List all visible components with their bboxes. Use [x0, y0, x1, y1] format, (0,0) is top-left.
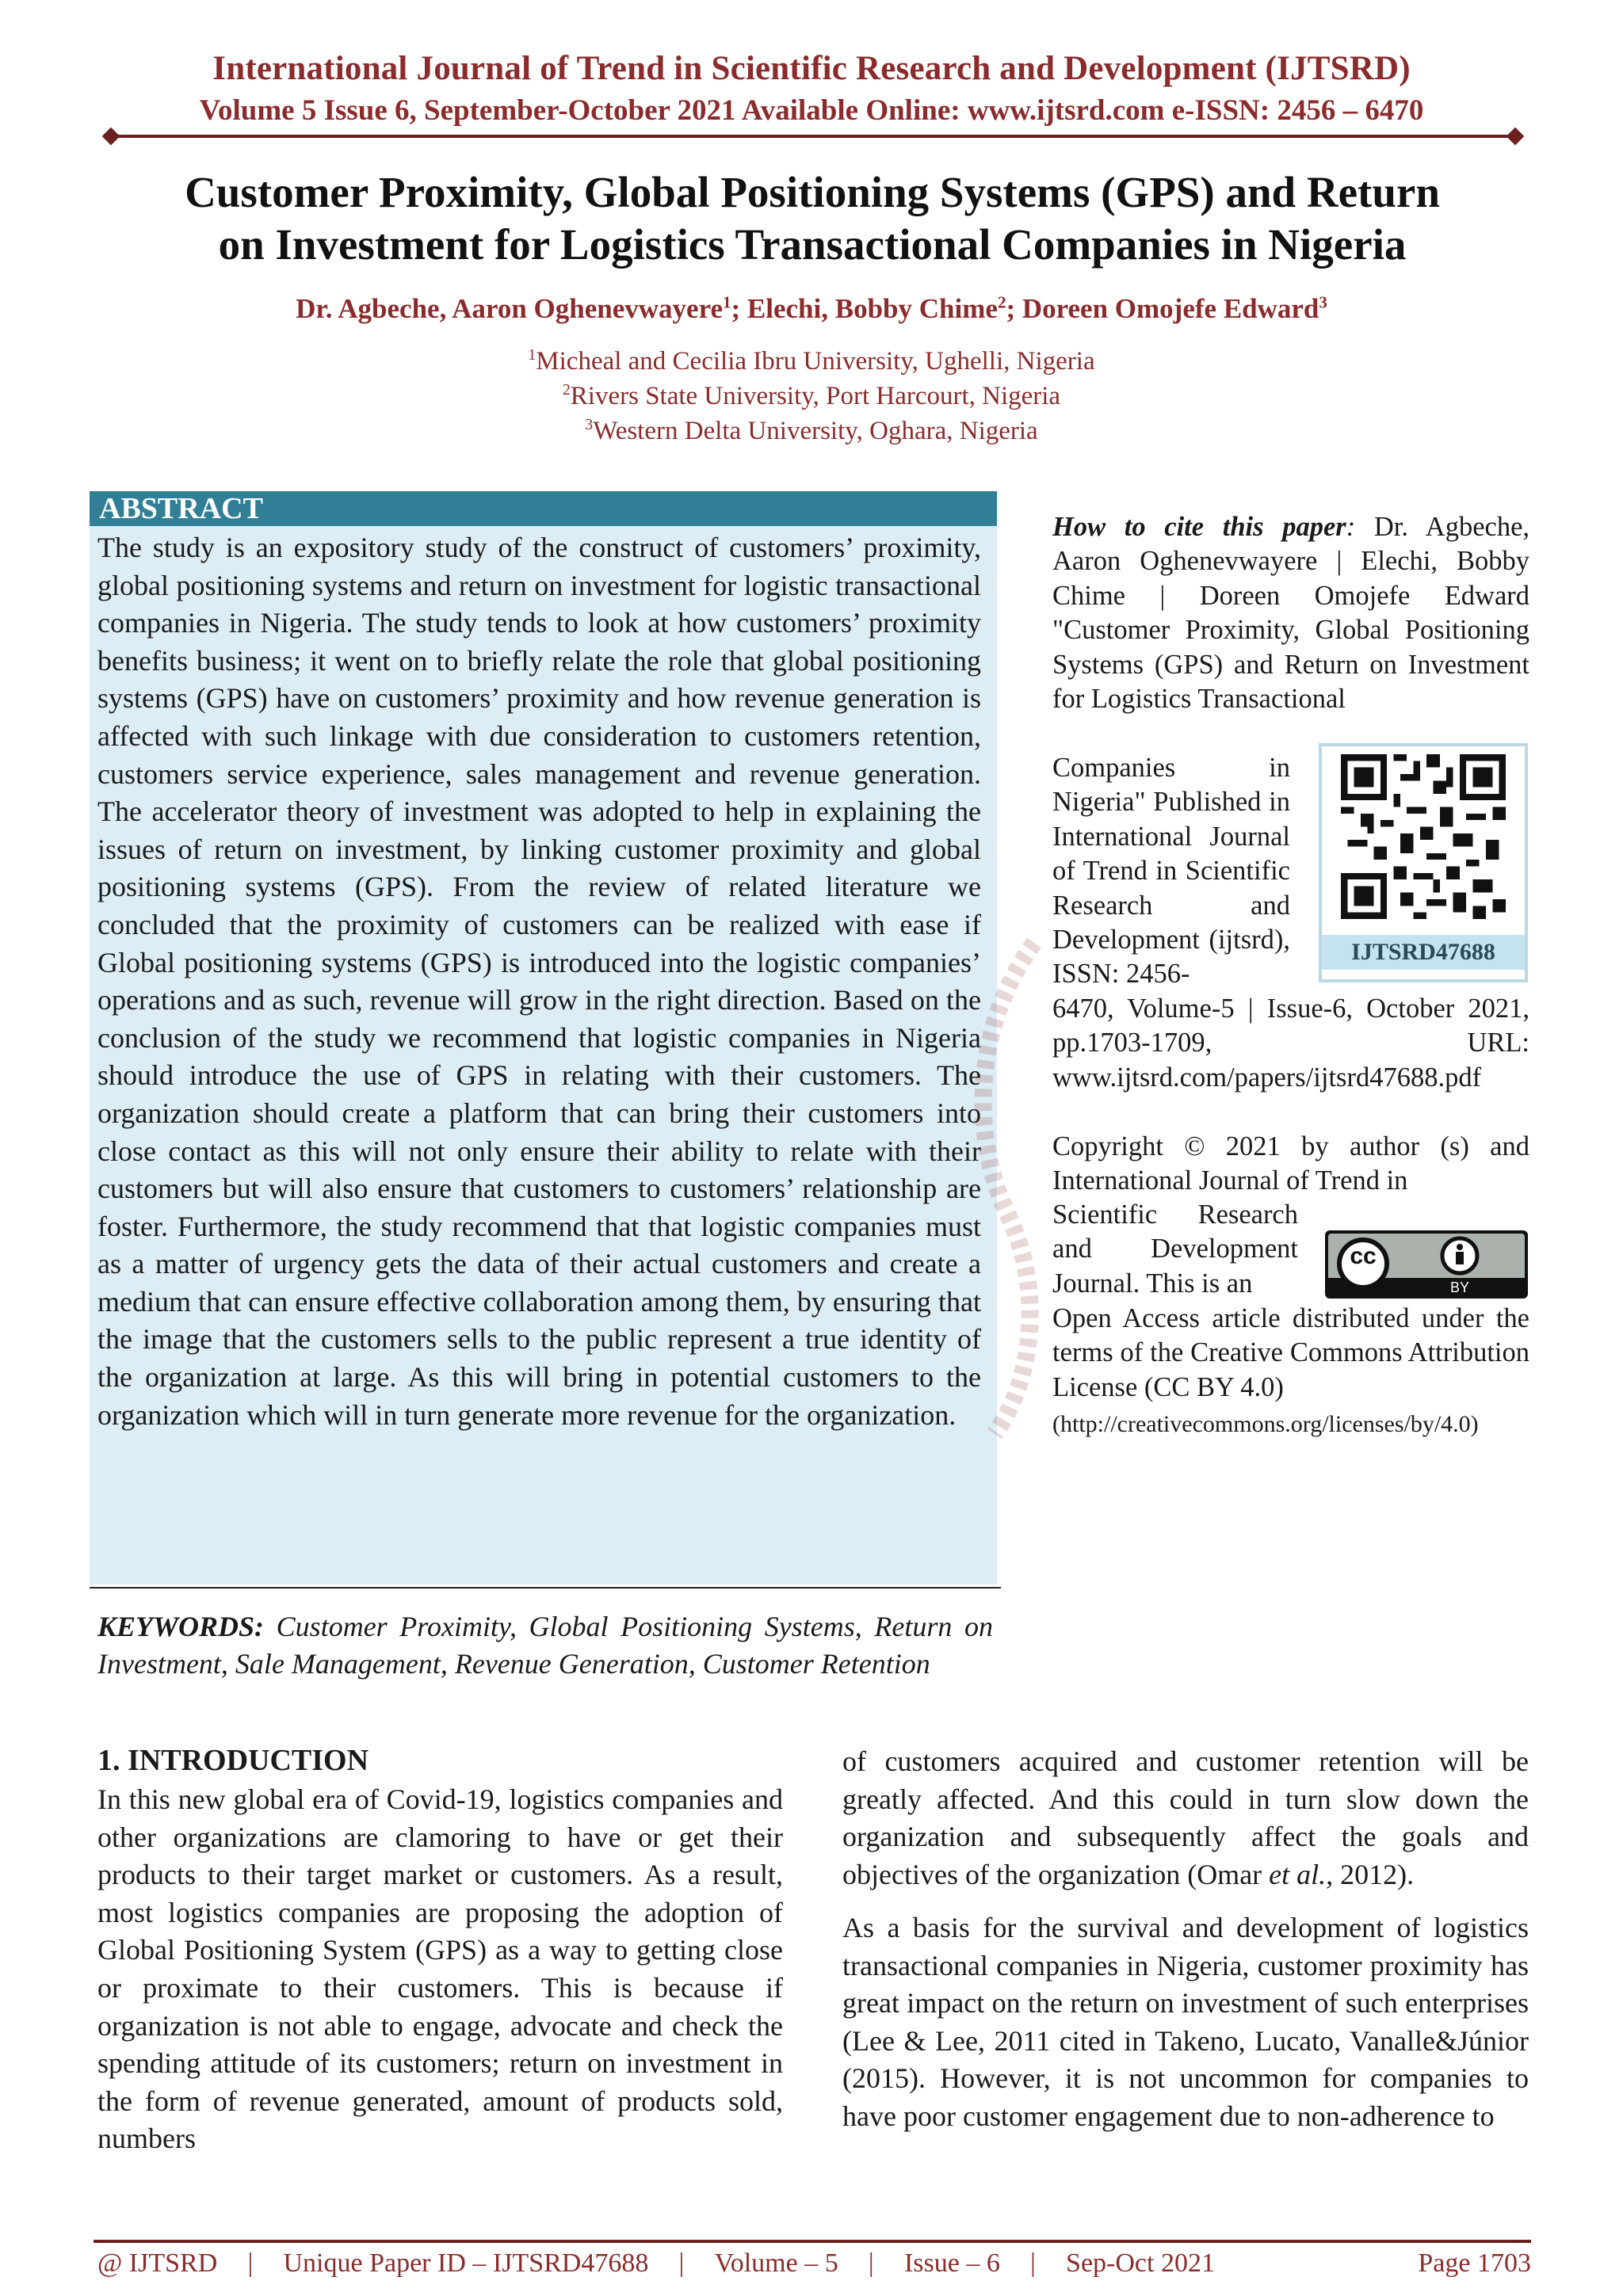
footer-journal: @ IJTSRD — [97, 2248, 218, 2278]
author-list — [0, 293, 1623, 325]
affiliation — [0, 347, 1623, 376]
section-heading-introduction: 1. INTRODUCTION — [97, 1744, 369, 1777]
cc-badge-text: cc — [1350, 1243, 1377, 1269]
cc-by-license-badge[interactable] — [1325, 1230, 1528, 1299]
citation-text-top: How to cite this paper: Dr. Agbeche, Aaron Oghenevwayere | Elechi, Bobby Chime | Doreen Omojefe Edward "Customer Proximity, Global Positioning Systems (GPS) and Return on Investment for Logistics Transactional — [1052, 512, 1530, 715]
copyright-text-bottom: Open Access article distributed under the terms of the Creative Commons Attribution License (CC BY 4.0) — [1052, 1303, 1529, 1402]
author-name: Doreen Omojefe Edward — [1022, 293, 1319, 324]
author-separator: ; — [731, 293, 747, 324]
citation-body-top: Dr. Agbeche, Aaron Oghenevwayere | Elechi, Bobby Chime | Doreen Omojefe Edward "Customer Proximity, Global Positioning Systems (GPS) and Return on Investment for Logistics Transactional — [1052, 512, 1530, 715]
paper-title-line-1: Customer Proximity, Global Positioning Systems (GPS) and Return — [185, 168, 1440, 216]
copyright-text-top: Copyright © 2021 by author (s) and International Journal of Trend in — [1052, 1131, 1529, 1196]
author-name: Dr. Agbeche, Aaron Oghenevwayere — [296, 293, 724, 324]
copyright-text-narrow: Scientific Research and Development Journal. This is an — [1052, 1199, 1298, 1299]
citation-label: How to cite this paper — [1052, 512, 1346, 542]
header-rule — [111, 135, 1514, 138]
qr-paper-id-label: IJTSRD47688 — [1322, 935, 1525, 970]
affiliation-mark: 2 — [562, 381, 571, 399]
author-separator: ; — [1006, 293, 1022, 324]
footer-separator: | — [868, 2248, 874, 2278]
footer-separator: | — [247, 2248, 254, 2278]
footer-separator: | — [678, 2248, 685, 2278]
footer-page-number: Page 1703 — [1418, 2248, 1531, 2278]
page-footer — [97, 2248, 1531, 2279]
keywords-label: KEYWORDS: — [97, 1611, 265, 1642]
author-affiliation-mark: 1 — [723, 292, 731, 312]
paper-title-line-2: on Investment for Logistics Transactional Companies in Nigeria — [218, 220, 1407, 269]
journal-issue-line: Volume 5 Issue 6, September-October 2021 Available Online: www.ijtsrd.com e-ISSN: 2456 – 6470 — [199, 94, 1424, 127]
footer-issue: Issue – 6 — [903, 2248, 1000, 2278]
header-rule-ornament-left — [102, 128, 120, 146]
abstract-heading: ABSTRACT — [90, 491, 997, 526]
license-url[interactable]: (http://creativecommons.org/licenses/by/4.0) — [1052, 1411, 1479, 1437]
paragraph-text: 2012). — [1333, 1858, 1415, 1890]
author-affiliation-mark: 2 — [997, 292, 1006, 312]
introduction-paragraph-right-1 — [842, 1743, 1529, 1894]
introduction-paragraph-right-2: As a basis for the survival and development of logistics transactional companies in Nigeria, customer proximity has great impact on the return on investment of such enterprises (Lee & Lee, 2011 cited in Takeno, Lucato, Vanalle&Júnior (2015). However, it is not uncommon for companies to have poor customer engagement due to non-adherence to — [842, 1912, 1529, 2132]
abstract-text: The study is an expository study of the construct of customers’ proximity, global positioning systems and return on investment for logistic transactional companies in Nigeria. The study tends to look at how customers’ proximity benefits business; it went on to briefly relate the role that global positioning systems (GPS) have on customers’ proximity and how revenue generation is affected with such linkage with due consideration to customers retention, customers service experience, sales management and revenue generation. The accelerator theory of investment was adopted to help in explaining the issues of return on investment, by linking customer proximity and global positioning systems (GPS). From the review of related literature we concluded that the proximity of customers can be realized with ease if Global positioning systems (GPS) is introduced into the logistic companies’ operations and as such, revenue will grow in the right direction. Based on the conclusion of the study we recommend that logistic companies in Nigeria should introduce the use of GPS in relating with their customers. The organization should create a platform that can bring their customers into close contact as this will not only ensure their ability to relate with their customers but will also ensure that customers to customers’ relationship are foster. Furthermore, the study recommend that that logistic companies must as a matter of urgency gets the data of their actual customers and create a medium that can ensure effective collaboration among them, by ensuring that the image that the customers sells to the public represent a true identity of the organization at large. As this will bring in potential customers to the organization which will in turn generate more revenue for the organization. — [97, 532, 981, 1431]
citation-body-narrow: Companies in Nigeria" Published in International Journal of Trend in Scientific Research and Development (ijtsrd), ISSN: 2456- — [1052, 753, 1290, 990]
footer-volume: Volume – 5 — [714, 2248, 838, 2278]
affiliation-mark: 1 — [528, 346, 537, 364]
affiliation — [0, 417, 1623, 446]
header-rule-ornament-right — [1507, 128, 1525, 146]
affiliation — [0, 382, 1623, 411]
abstract-rule — [90, 1587, 1001, 1589]
footer-spacer — [1245, 2248, 1388, 2279]
paper-title — [63, 166, 1561, 271]
author-name: Elechi, Bobby Chime — [747, 293, 998, 324]
footer-separator: | — [1030, 2248, 1036, 2278]
affiliation-text: Western Delta University, Oghara, Nigeria — [593, 417, 1038, 445]
journal-watermark — [939, 935, 1066, 1442]
keywords — [97, 1608, 993, 1683]
qr-code-icon[interactable] — [1341, 754, 1506, 919]
journal-title: International Journal of Trend in Scientific Research and Development (IJTSRD) — [212, 50, 1411, 87]
paragraph-text: of customers acquired and customer retention will be greatly affected. And this could in turn slow down the organization and subsequently affect the goals and objectives of the organization (Omar — [842, 1745, 1529, 1890]
by-badge-text: BY — [1449, 1280, 1469, 1295]
footer-paper-id: Unique Paper ID – IJTSRD47688 — [283, 2248, 649, 2278]
affiliation-mark: 3 — [585, 416, 594, 433]
citation-etal: et al., — [1269, 1858, 1334, 1890]
affiliation-text: Rivers State University, Port Harcourt, Nigeria — [570, 382, 1061, 410]
citation-body-bottom: 6470, Volume-5 | Issue-6, October 2021, pp.1703-1709, URL: www.ijtsrd.com/papers/ijtsrd47688.pdf — [1052, 994, 1529, 1093]
footer-date: Sep-Oct 2021 — [1066, 2248, 1215, 2278]
affiliation-text: Micheal and Cecilia Ibru University, Ughelli, Nigeria — [536, 347, 1095, 376]
introduction-paragraph-left: In this new global era of Covid-19, logistics companies and other organizations are clamoring to have or get their products to their target market or customers. As a result, most logistics companies are proposing the adoption of Global Positioning System (GPS) as a way to getting close or proximate to their customers. This is because if organization is not able to engage, advocate and check the spending attitude of its customers; return on investment in the form of revenue generated, amount of products sold, numbers — [97, 1783, 783, 2155]
author-affiliation-mark: 3 — [1319, 292, 1327, 312]
footer-rule — [94, 2240, 1531, 2243]
keywords-text: Customer Proximity, Global Positioning Systems, Return on Investment, Sale Management, Revenue Generation, Customer Retention — [97, 1611, 993, 1680]
